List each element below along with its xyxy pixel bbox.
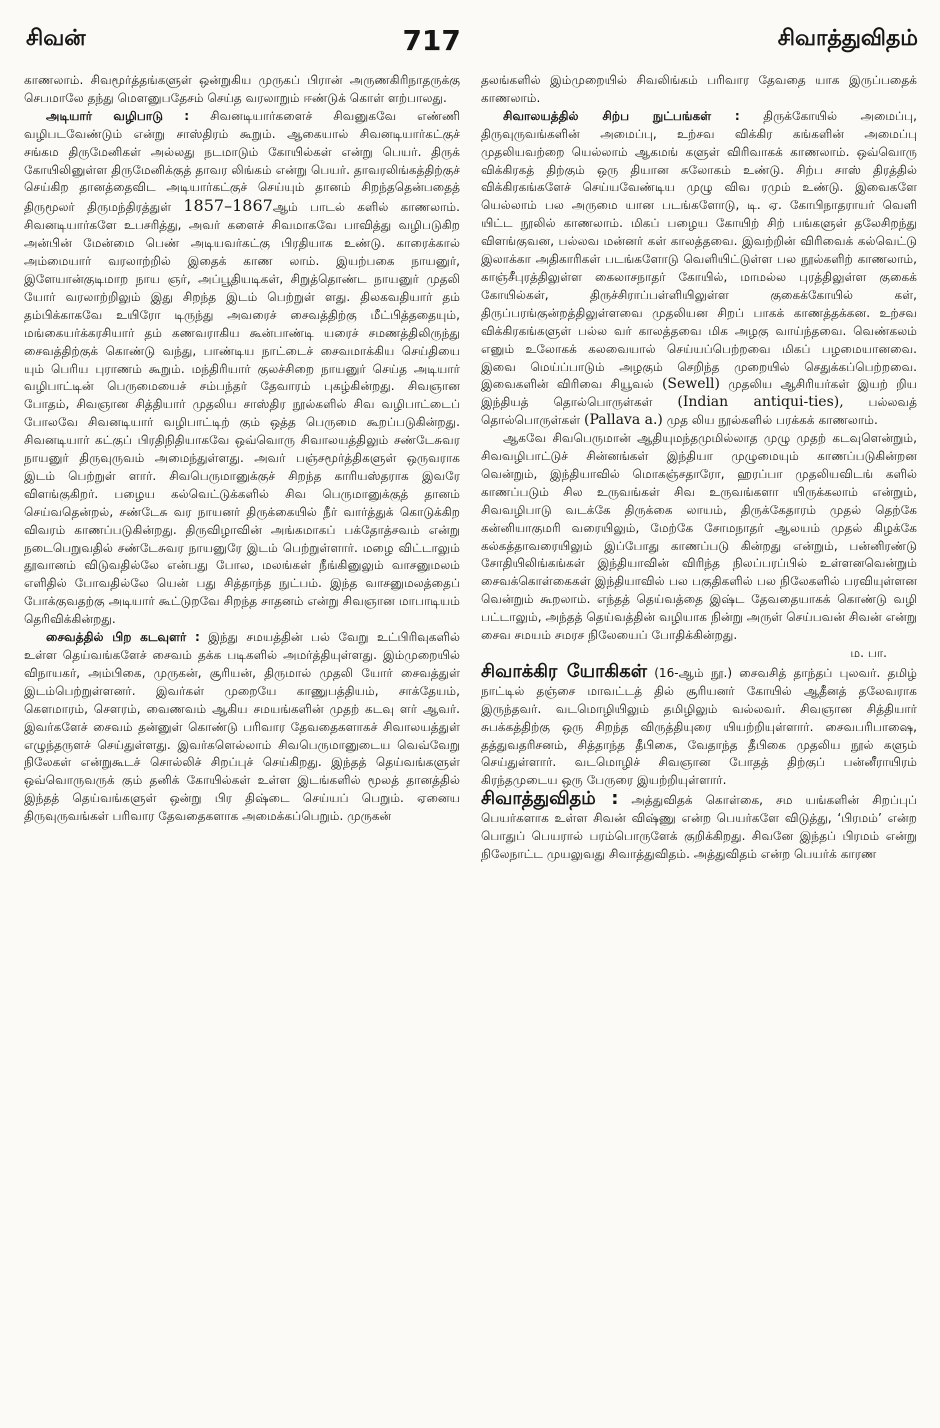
paragraph: ஆகவே சிவபெருமான் ஆதியுமந்தமுமில்லாத முழு முதற் கடவுளென்றும், சிவவழிபாட்டுச் சின்னங்கள் இந்தியா முழுமையும் காணப்படுகின்றன வென்றும், இந்தியாவில் மொகஞ்சதாரோ, ஹரப்பா முதலியவிடங் களில் காணப்படும் சில உருவங்கள் சிவ உருவங்களா யிருக்கலாம் என்றும், சிவவழிபாடு வடக்கே திருக்கை லாயம், திருக்கேதாரம் முதல் தெற்கே கன்னியாகுமரி வரையிலும், மேற்கே சோமநாதர் ஆலயம் முதல் கிழக்கே கல்கத்தாவரையிலும் இப்போது காணப்படு கின்றது என்றும், பன்னிரண்டு சோதியிலிங்கங்கள் இந்தியாவின் விரிந்த நிலப்பரப்பில் உள்ளனவென்றும் சைவக்கொள்கைகள் இந்தியாவில் பல பகுதிகளில் பல நிலேகளில் பரவியுள்ளன வென்றும் கூறலாம். எந்தத் தெய்வத்தை இஷ்ட தேவதையாகக் கொண்டு வழி பட்டாலும், அந்தத் தெய்வத்தின் வழியாக நின்று அருள் செய்பவன் சிவன் என்று சைவ சமயம் சமரச நிலேயைப் போதிக்கின்றது.: [481, 431, 917, 643]
entry-headword: சிவாத்துவிதம் :: [481, 788, 619, 810]
running-head-right: சிவாத்துவிதம்: [777, 26, 918, 51]
section-lead: அடியார் வழிபாடு :: [46, 108, 190, 123]
paragraph: காணலாம். சிவமூர்த்தங்களுள் ஒன்றுகிய முருகப் பிரான் அருணகிரிநாதருக்கு செபமாலே தந்து மௌனுபதேசம் செய்த வரலாறும் ஈண்டுக் கொள் ளற்பாலது.: [24, 73, 460, 105]
latin-term: (Sewell): [661, 376, 720, 393]
page-number: 717: [402, 23, 461, 57]
running-head-left: சிவன்: [26, 26, 86, 51]
paragraph-text: முத லிய நூல்களில் பரக்கக் காணலாம்.: [666, 413, 878, 428]
entry: [481, 660, 917, 790]
left-column: [24, 72, 460, 1412]
latin-term: (Pallava a.): [584, 412, 663, 429]
paragraph-text: இந்து சமயத்தின் பல் வேறு உட்பிரிவுகளில் உள்ள தெய்வங்களேச் சைவம் தக்க படிகளில் அமர்த்தியுள்ளது. இம்முறையில் விநாயகர், அம்பிகை, முருகன், சூரியன், திருமால் முதலி யோர் சைவத்துள் இடம்பெற்றுள்ளனர். இவர்கள் முறையே காணுபத்தியம், சாக்தேயம், கௌமாரம், சௌரம், வைணவம் ஆகிய சமயங்களின் முதற் கடவு ளர் ஆவர். இவர்களேச் சைவம் தன்னுள் கொண்டு பரிவார தேவதைகளாகச் சிவாலயத்துள் எழுந்தருளச் செய்துள்ளது. இவர்களெல்லாம் சிவபெருமானுடைய வெவ்வேறு நிலேகள் என்றுகூடச் சொல்லிச் சிறப்புச் செய்கிறது. இந்தத் தெய்வங்களுள் ஒவ்வொருவருக் கும் தனிக் கோயில்கள் உள்ள இடங்களில் மூலத் தானத்தில் இந்தத் தெய்வங்களுள் ஒன்று பிர திஷ்டை செய்யப் பெறும். ஏனைய திருவுருவங்கள் பரிவார தேவதைகளாக அமைக்கப்பெறும். முருகன்: [24, 630, 460, 824]
right-column: [481, 72, 917, 1412]
entry-text: சைவசித் தாந்தப் புலவர். தமிழ் நாட்டில் தஞ்சை மாவட்டத் தில் சூரியனர் கோயில் ஆதீனத் தலேவராக இருந்தவர். வடமொழியிலும் தமிழிலும் வல்லவர். சிவஞான சித்தியார் சுபக்கத்திற்கு ஒரு சிறந்த விருத்தியுரை யியற்றியுள்ளார். சைவபரிபாஷை, தத்துவதரிசனம், சித்தாந்த தீபிகை, வேதாந்த தீபிகை முதலிய நூல் களும் செய்துள்ளார். வடமொழிச் சிவஞான போதத் திற்குப் பன்னீராயிரம் கிரந்தமுடைய ஒரு பேருரை இயற்றியுள்ளார்.: [481, 665, 917, 788]
paragraph-text: ஆம் பாடல் களில் காணலாம். சிவனடியார்களே உபசரித்து, அவர் களைச் சிவமாகவே பாவித்து வழிபடுகிற அன்பின் மேன்மை பெண் அடியவர்கட்கு பிரதியாக உண்டு. காரைக்கால் அம்மையார் வரலாற்றில் இதைக் காண லாம். இயற்பகை நாயனுர், இளேயான்குடிமாற நாய ஞர், அப்பூதியடிகள், சிறுத்தொண்ட நாயனுர் முதலி யோர் வரலாற்றிலும் இது சிறந்த இடம் பெற்றுள் ளது. திலகவதியார் தம் தம்பிக்காகவே உயிரோ டிருந்து அவரைச் சைவத்திற்கு மீட்பித்ததையும், மங்கையர்க்கரசியார் தம் கணவராகிய கூன்பாண்டி யரைச் சமணத்திலிருந்து சைவத்திற்குக் கொண்டு வந்து, பாண்டிய நாட்டைச் சைவமாக்கிய செய்தியை யும் பெரிய புராணம் கூறும். மந்திரியார் குலச்சிறை நாயனுர் செய்த அடியார் வழிபாட்டின் பெருமையைச் சம்பந்தர் தேவாரம் புகழ்கின்றது. சிவஞான போதம், சிவஞான சித்தியார் முதலிய சாஸ்திர நூல்களில் சிவ வழிபாட்டைப் போலவே சிவனடியார் வழிபாட்டிற் கும் ஒத்த பெருமை கூறப்படுகின்றது. சிவனடியார் கட்குப் பிரதிநிதியாகவே ஒவ்வொரு சிவாலயத்திலும் சண்டேசுவர நாயனுர் திருவுருவம் அமைந்துள்ளது. அவர் பஞ்சமூர்த்திகளுள் ஒருவராக இடம் பெற்றுள் ளார். சிவபெருமானுக்குச் சிறந்த காரியஸ்தராக இவரே விளங்குகிறர். பழைய கல்வெட்டுக்களில் சிவ பெருமானுக்குத் தானம் செய்வதென்றல், சண்டேசு வர நாயனர் திருக்கையில் நீர் வார்த்துக் கொடுக்கிற விவரம் காணப்படுகின்றது. திருவிழாவின் அங்கமாகப் பக்தோத்சவம் என்று நடைபெறுவதில் சண்டேசுவர நாயனுரே இடம் பெற்றுள்ளார். மழை விட்டாலும் தூவானம் விடுவதில்லே என்பது போல, மலங்கள் நீங்கினுலும் வாசனுமலம் எளிதில் போவதில்லே யென் பது சித்தாந்த நுட்பம். இந்த வாசனுமலத்தைப் போக்குவதற்கு அடியார் கூட்டுறவே சிறந்த சாதனம் என்று சிவஞான மாபாடியம் தெரிவிக்கின்றது.: [24, 200, 460, 627]
paragraph-text: திருக்கோயில் அமைப்பு, திருவுருவங்களின் அமைப்பு, உற்சவ விக்கிர கங்களின் அமைப்பு முதலியவற்றை யெல்லாம் ஆகமங் களுள் விரிவாகக் காணலாம். ஒவ்வொரு விக்கிரகத் திற்கும் ஒரு தியான சுலோகம் உண்டு. சிற்ப சாஸ் திரத்தில் விக்கிரகங்களேச் செய்யவேண்டிய முழு விவ ரமும் உண்டு. இவைகளே யெல்லாம் பல அருமை யான படங்களோடு, டி. ஏ. கோபிநாதராயர் வெளி யிட்ட நூலில் காணலாம். மிகப் பழைய கோயிற் சிற் பங்களுள் தலேசிறந்து விளங்குவன, பல்லவ மன்னர் கள் காலத்தவை. இவற்றின் விரிவைக் கல்வெட்டு இலாக்கா அதிகாரிகள் படங்களோடு வெளியிட்டுள்ள பல நூல்களிற் காணலாம், காஞ்சீபுரத்திலுள்ள கைலாசநாதர் கோயில், மாமல்ல புரத்திலுள்ள குகைக் கோயில்கள், திருச்சிராப்பள்ளியிலுள்ள குகைக்கோயில் கள், திருப்பரங்குன்றத்திலுள்ளவை முதலியன சிறப் பாகக் காணத்தக்கன. உற்சவ விக்கிரகங்களுள் பல்ல வர் காலத்தவை மிக அழகு வாய்ந்தவை. வெண்கலம் எனும் உலோகக் கலவையால் செய்யப்பெற்றவை மிகப் பழமையானவை. இவை மெய்ப்பாடும் அழகும் செறிந்த முறையில் செதுக்கப்பெற்றவை. இவைகளின் விரிவை சியூவல்: [481, 108, 917, 392]
paragraph: [24, 629, 460, 826]
section-lead: சிவாலயத்தில் சிற்ப நுட்பங்கள் :: [503, 108, 740, 123]
entry-date: (16-ஆம் நூ.): [654, 665, 733, 680]
paragraph: தலங்களில் இம்முறையில் சிவலிங்கம் பரிவார தேவதை யாக இருப்பதைக் காணலாம்.: [481, 73, 917, 105]
author-initials: ம. பா.: [850, 646, 887, 660]
section-lead: சைவத்தில் பிற கடவுளர் :: [46, 630, 200, 645]
paragraph-text: சிவனடியார்களைச் சிவனுகவே எண்ணி வழிபடவேண்டும் என்று சாஸ்திரம் கூறும். ஆகையால் சிவனடியார்கட்குச் சங்கம திருமேனிகள் அல்லது நடமாடும் கோயில்கள் என்று பெயர். திருக் கோயிலினுள்ள திருமேனிக்குத் தாவர லிங்கம் என்று பெயர். தாவரலிங்கத்திற்குச் செய்கிற தானத்தைவிட அடியார்கட்குச் செய்யும் தானம் சிறந்ததென்பதைத் திருமூலர் திருமந்திரத்துள்: [24, 108, 460, 215]
paragraph: [481, 108, 917, 430]
page-header: [26, 22, 918, 58]
paragraph: [24, 108, 460, 629]
latin-term: (Indian antiqui-ties),: [677, 394, 844, 411]
paragraph-text: பல்லவத் தொல்பொருள்கள்: [481, 395, 917, 428]
paragraph-text: முதலிய ஆசிரியர்கள் இயற் றிய இந்தியத் தொல்பொருள்கள்: [481, 377, 917, 410]
entry: [481, 790, 917, 864]
entry-headword: சிவாக்கிர யோகிகள்: [481, 660, 648, 682]
entry-text: அத்துவிதக் கொள்கை, சம யங்களின் சிறப்புப் பெயர்களாக உள்ள சிவன் விஷ்ணு என்ற பெயர்களே விடுத்து, ‘பிரமம்’ என்ற பொதுப் பெயரால் பரம்பொருளேக் குறிக்கிறது. சிவனே இந்தப் பிரமம் என்று நிலேநாட்ட முயலுவது சிவாத்துவிதம். அத்துவிதம் என்ற பெயர்க் காரண: [481, 793, 917, 861]
verse-range: 1857–1867: [183, 196, 273, 216]
